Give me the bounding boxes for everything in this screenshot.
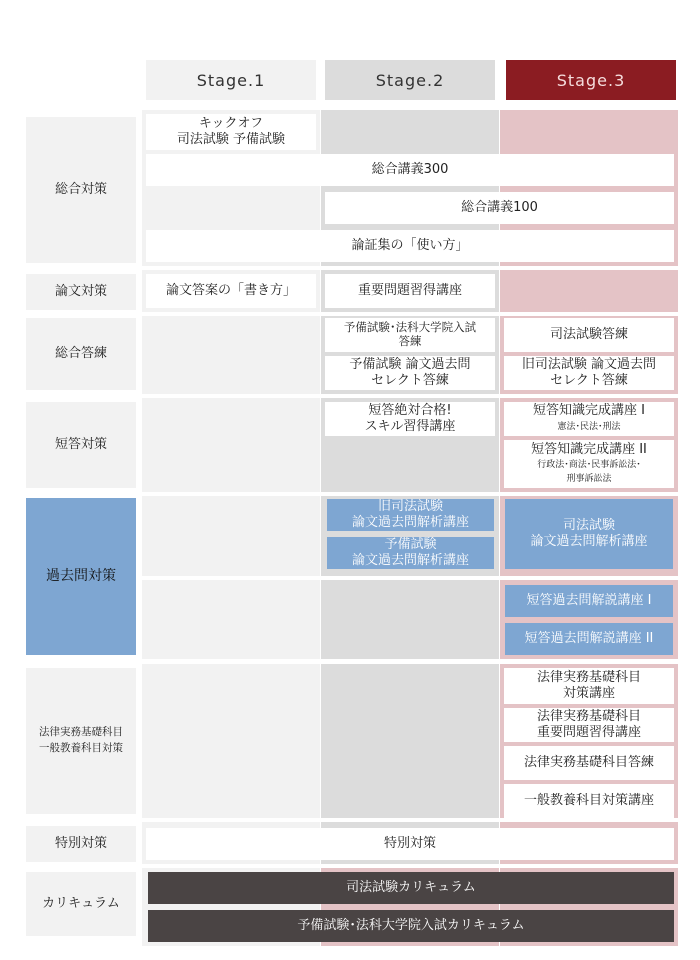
cell-tanto-chishiki2-line1: 短答知識完成講座 II (531, 441, 647, 457)
cell-tanto-chishiki2-sub2: 刑事訴訟法 (566, 473, 612, 484)
cell-tanto-skill (325, 402, 495, 436)
cell-juyo-mondai: 重要問題習得講座 (325, 274, 495, 308)
stage2-header: Stage.2 (325, 60, 495, 100)
row-separator (142, 266, 678, 270)
cell-shiho-kaiseki-line1: 司法試験 (562, 518, 615, 534)
row-label-tanto-taisaku: 短答対策 (26, 402, 136, 488)
cell-shiho-kaiseki (505, 499, 673, 569)
stage1-header: Stage.1 (146, 60, 316, 100)
row-separator (142, 394, 678, 398)
cell-sogo100: 総合講義100 (325, 192, 674, 224)
cell-sogo300: 総合講義300 (146, 154, 674, 186)
cell-hoho-taisaku-line2: 対策講座 (562, 686, 615, 701)
row-label-ronbun-taisaku: 論文対策 (26, 274, 136, 310)
cell-kyushiho-ronbun-select-line1: 旧司法試験 論文過去問 (521, 357, 657, 373)
cell-hoho-juyo-line2: 重要問題習得講座 (536, 725, 641, 740)
cell-yobi-kaiseki-line1: 予備試験 (384, 537, 437, 553)
row-label-hoho-line2: 一般教養科目対策 (39, 742, 123, 754)
row-separator (142, 864, 678, 868)
row-label-hoho-line1: 法律実務基礎科目 (39, 726, 123, 739)
cell-ronshoshu: 論証集の「使い方」 (146, 230, 674, 262)
cell-hoho-juyo-line1: 法律実務基礎科目 (536, 709, 641, 725)
cell-shiho-curriculum: 司法試験カリキュラム (148, 872, 674, 904)
cell-yobi-curriculum: 予備試験･法科大学院入試カリキュラム (148, 910, 674, 942)
cell-yobi-kaiseki (327, 537, 494, 569)
row-label-sogo-taisaku: 総合対策 (26, 117, 136, 263)
cell-hoho-toren: 法律実務基礎科目答練 (504, 746, 674, 780)
cell-hoho-taisaku (504, 668, 674, 704)
row-label-curriculum: カリキュラム (26, 872, 136, 936)
cell-yobi-hoka-toren-line2: 答練 (398, 334, 422, 348)
row-label-hoho (26, 668, 136, 814)
cell-yobi-ronbun-select-line1: 予備試験 論文過去問 (349, 357, 471, 373)
cell-hoho-taisaku-line1: 法律実務基礎科目 (536, 670, 641, 686)
cell-tanto-chishiki1-sub: 憲法･民法･刑法 (557, 422, 621, 433)
row-separator (142, 492, 678, 496)
cell-kickoff-line1: キックオフ (198, 116, 264, 132)
cell-tanto-skill-line1: 短答絶対合格! (368, 403, 452, 419)
cell-yobi-ronbun-select-line2: セレクト答練 (371, 373, 449, 388)
cell-kyushiho-ronbun-select-line2: セレクト答練 (550, 373, 628, 388)
cell-shiho-toren: 司法試験答練 (504, 318, 674, 352)
cell-yobi-kaiseki-line2: 論文過去問解析講座 (351, 553, 469, 568)
cell-tanto-chishiki1 (504, 402, 674, 436)
row-separator (142, 659, 678, 664)
cell-kyushiho-ronbun-select (504, 356, 674, 390)
row-separator (142, 312, 678, 316)
row-separator (142, 818, 678, 822)
cell-kyushiho-kaiseki (327, 499, 494, 531)
row-label-kakomon-taisaku: 過去問対策 (26, 498, 136, 655)
cell-yobi-hoka-toren-line1: 予備試験･法科大学院入試 (343, 320, 477, 335)
cell-kickoff (146, 114, 316, 150)
cell-tanto-skill-line2: スキル習得講座 (364, 419, 456, 434)
cell-tanto-chishiki1-line1: 短答知識完成講座 I (533, 403, 645, 419)
cell-shiho-kaiseki-line2: 論文過去問解析講座 (530, 534, 648, 549)
cell-yobi-hoka-toren (325, 318, 495, 352)
cell-kyushiho-kaiseki-line1: 旧司法試験 (377, 499, 443, 515)
cell-ronbun-kakikata: 論文答案の「書き方」 (146, 274, 316, 308)
cell-tanto-chishiki2-sub1: 行政法･商法･民事訴訟法･ (537, 460, 641, 471)
stage3-header: Stage.3 (506, 60, 676, 100)
cell-ippan-kyoyo: 一般教養科目対策講座 (504, 784, 674, 818)
cell-tanto-kakomon2: 短答過去問解説講座 II (505, 623, 673, 655)
cell-tokubetsu: 特別対策 (146, 828, 674, 860)
row-label-tokubetsu: 特別対策 (26, 826, 136, 862)
cell-hoho-juyo (504, 708, 674, 742)
cell-tanto-kakomon1: 短答過去問解説講座 I (505, 585, 673, 617)
cell-yobi-ronbun-select (325, 356, 495, 390)
cell-kickoff-line2: 司法試験 予備試験 (176, 132, 286, 147)
row-separator (142, 576, 678, 580)
cell-kyushiho-kaiseki-line2: 論文過去問解析講座 (351, 515, 469, 530)
cell-tanto-chishiki2 (504, 440, 674, 488)
row-label-sogo-toren: 総合答練 (26, 318, 136, 390)
